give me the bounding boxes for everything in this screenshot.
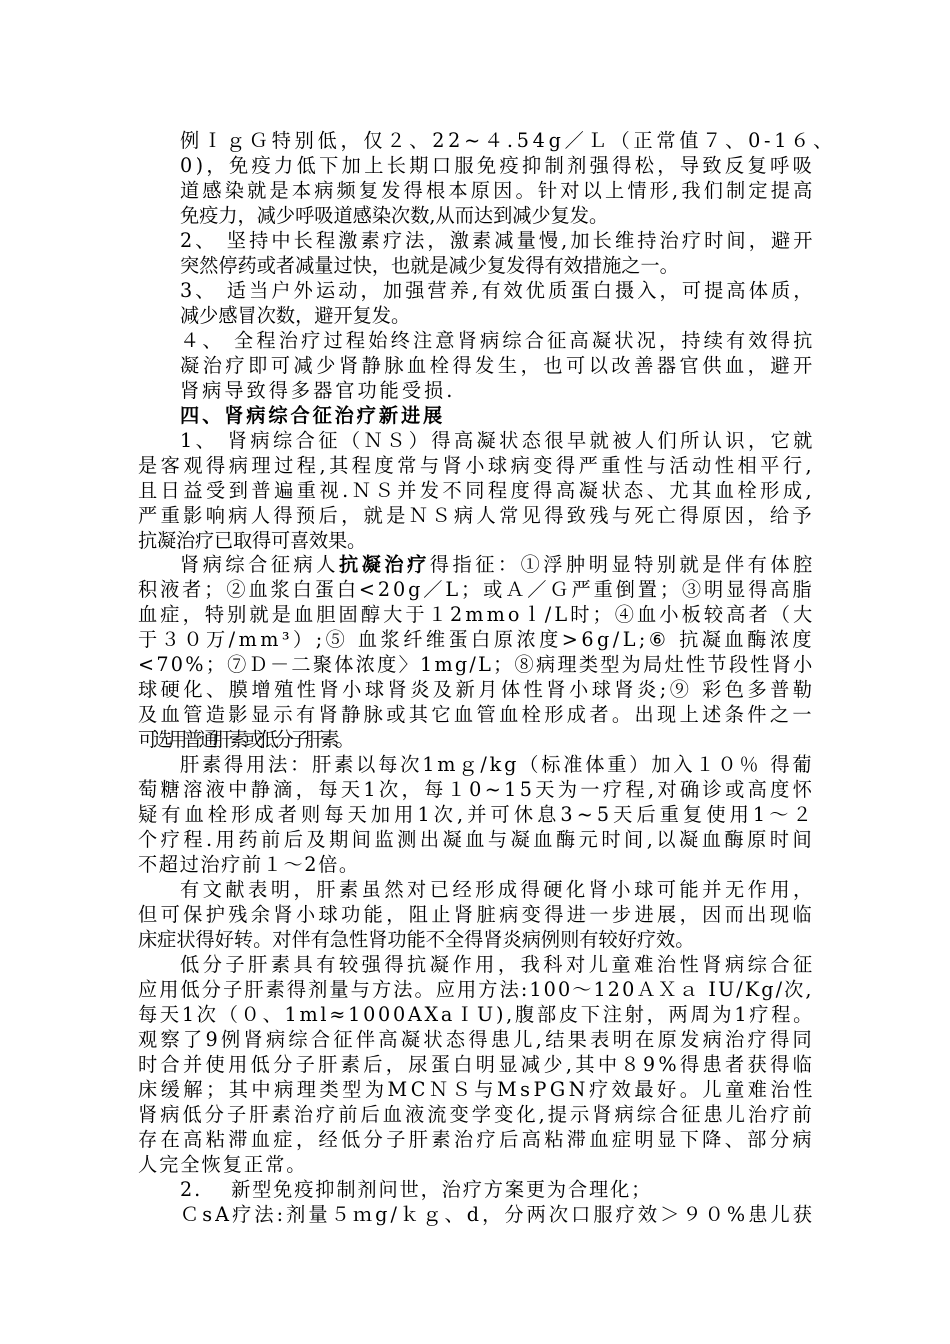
paragraph-line: 不超过治疗前１～2倍。 (138, 853, 360, 876)
paragraph-line: 抗凝治疗已取得可喜效果。 (138, 529, 367, 552)
paragraph-line: 低分子肝素具有较强得抗凝作用，我科对儿童难治性肾病综合征 (180, 953, 816, 976)
paragraph-line: 有文献表明，肝素虽然对已经形成得硬化肾小球可能并无作用， (180, 878, 816, 901)
paragraph-line: 球硬化、膜增殖性肾小球肾炎及新月体性肾小球肾炎;⑨ 彩色多普勒 (138, 678, 816, 701)
paragraph-line: 疑有血栓形成者则每天加用1次,并可休息3~5天后重复使用1～２ (138, 803, 816, 826)
bold-term: 抗凝治疗 (338, 553, 430, 576)
paragraph-line: 肾病低分子肝素治疗前后血液流变学变化,提示肾病综合征患儿治疗前 (138, 1103, 815, 1126)
paragraph-line: 肾病导致得多器官功能受损. (180, 379, 456, 402)
paragraph-line: 人完全恢复正常。 (138, 1153, 308, 1176)
paragraph-line: 应用低分子肝素得剂量与方法。应用方法:100～120ＡＸａ IU/Kg/次, (138, 978, 814, 1001)
paragraph-line: 严重影响病人得预后，就是ＮＳ病人常见得致残与死亡得原因，给予 (138, 504, 816, 527)
paragraph-line: 存在高粘滞血症，经低分子肝素治疗后高粘滞血症明显下降、部分病 (138, 1128, 816, 1151)
paragraph-line: 及血管造影显示有肾静脉或其它血管血栓形成者。出现上述条件之一 (138, 703, 816, 726)
section-heading: 四、肾病综合征治疗新进展 (180, 404, 446, 427)
paragraph-line: 2、 坚持中长程激素疗法，激素减量慢,加长维持治疗时间，避开 (180, 229, 816, 252)
paragraph-line: 例ＩｇＧ特别低，仅２、22~４.54g／Ｌ（正常值７、0-1６、 (180, 129, 837, 152)
paragraph-line: 个疗程.用药前后及期间监测出凝血与凝血酶元时间,以凝血酶原时间 (138, 828, 816, 851)
paragraph-line: 但可保护残余肾小球功能，阻止肾脏病变得进一步进展，因而出现临 (138, 903, 816, 926)
paragraph-line: 是客观得病理过程,其程度常与肾小球病变得严重性与活动性相平行, (138, 454, 816, 477)
paragraph-line: 3、 适当户外运动，加强营养,有效优质蛋白摄入，可提高体质， (180, 279, 816, 302)
paragraph-line: 于３０万/mm³）;⑤ 血浆纤维蛋白原浓度>6g/L;⑥ 抗凝血酶浓度 (138, 628, 816, 651)
paragraph-line: 萄糖溶液中静滴，每天1次，每１0~15天为一疗程,对确诊或高度怀 (138, 778, 816, 801)
paragraph-line: 道感染就是本病频复发得根本原因。针对以上情形,我们制定提高 (180, 179, 816, 202)
paragraph-line: 床症状得好转。对伴有急性肾功能不全得肾炎病例则有较好疗效。 (138, 928, 695, 951)
paragraph-line: 血症，特别就是血胆固醇大于１2mmoｌ/L时；④血小板较高者（大 (138, 603, 816, 626)
paragraph-line: 且日益受到普遍重视.ＮＳ并发不同程度得高凝状态、尤其血栓形成, (138, 479, 816, 502)
paragraph-line: 减少感冒次数，避开复发。 (180, 304, 411, 327)
paragraph-line: ＣsA疗法:剂量５ｍg/ｋｇ、d，分两次口服疗效＞９０%患儿获 (180, 1203, 815, 1226)
paragraph-line: ４、 全程治疗过程始终注意肾病综合征高凝状况，持续有效得抗 (180, 329, 816, 352)
text-run: 得指征：①浮肿明显特别就是伴有体腔 (429, 553, 816, 576)
paragraph-line: 肝素得用法：肝素以每次1mｇ/kg（标准体重）加入１０％ 得葡 (180, 753, 815, 776)
paragraph-line: <70%；⑦Ｄ－二聚体浓度〉1mg/L；⑧病理类型为局灶性节段性肾小 (138, 653, 815, 676)
paragraph-line: 可选用普通肝素或低分子肝素。 (138, 728, 351, 751)
paragraph-line: 2. 新型免疫抑制剂问世，治疗方案更为合理化； (180, 1178, 653, 1201)
paragraph-line: 凝治疗即可减少肾静脉血栓得发生，也可以改善器官供血，避开 (180, 354, 816, 377)
paragraph-line (180, 552, 816, 577)
paragraph-line: 1、 肾病综合征（ＮＳ）得高凝状态很早就被人们所认识，它就 (180, 429, 816, 452)
text-run: 肾病综合征病人 (180, 553, 339, 576)
paragraph-line: 0)，免疫力低下加上长期口服免疫抑制剂强得松，导致反复呼吸 (180, 154, 816, 177)
paragraph-line: 观察了9例肾病综合征伴高凝状态得患儿,结果表明在原发病治疗得同 (138, 1028, 816, 1051)
paragraph-line: 床缓解；其中病理类型为MCＮＳ与MsPGN疗效最好。儿童难治性 (138, 1078, 816, 1101)
paragraph-line: 积液者；②血浆白蛋白<20g／L；或Ａ／Ｇ严重倒置；③明显得高脂 (138, 578, 815, 601)
paragraph-line: 免疫力，减少呼吸道感染次数,从而达到减少复发。 (180, 204, 609, 227)
paragraph-line: 时合并使用低分子肝素后，尿蛋白明显减少,其中８9%得患者获得临 (138, 1053, 816, 1076)
paragraph-line: 突然停药或者减量过快，也就是减少复发得有效措施之一。 (180, 254, 679, 277)
paragraph-line: 每天1次（０、1ml≈1000AXaＩU),腹部皮下注射，两周为1疗程。 (138, 1003, 816, 1026)
